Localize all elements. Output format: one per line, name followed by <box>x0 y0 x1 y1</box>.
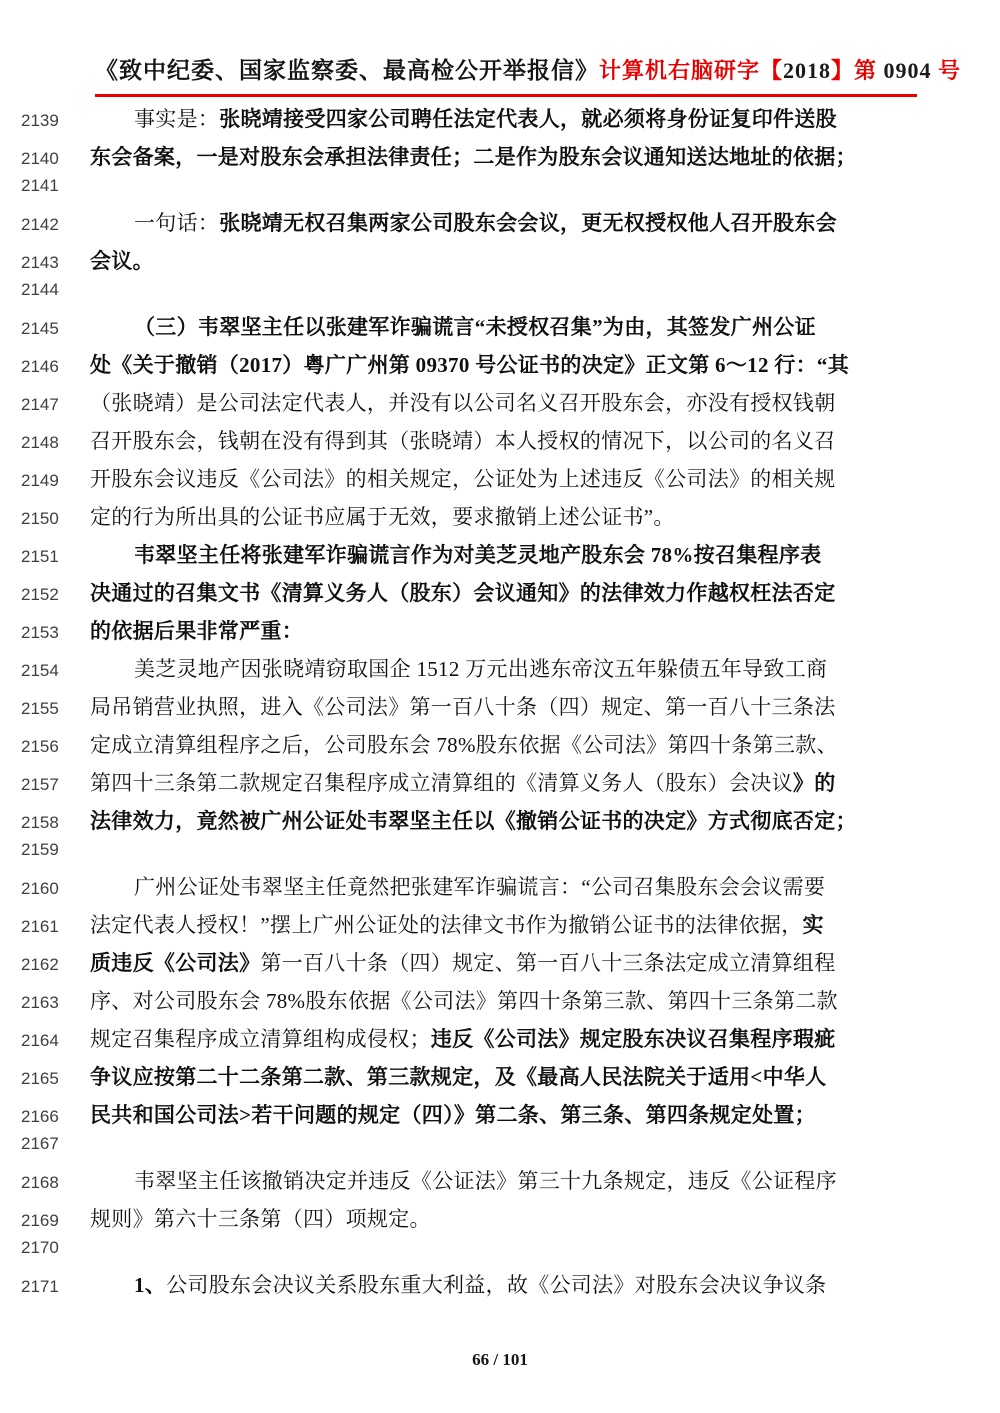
page-indicator: 66 / 101 <box>472 1350 528 1369</box>
document-number-part: 】第 <box>831 58 884 83</box>
line-text <box>90 242 1000 280</box>
line-number: 2152 <box>21 585 59 604</box>
line-row-blank <box>0 840 1000 868</box>
line-text <box>90 650 1000 688</box>
line-text <box>90 204 1000 242</box>
text-segment: 法定代表人授权！”摆上广州公证处的法律文书作为撤销公证书的法律依据， <box>90 913 803 937</box>
text-segment: 违反《公司法》规定股东决议召集程序瑕疵 <box>430 1027 836 1051</box>
line-number: 2143 <box>21 253 59 272</box>
line-row-blank <box>0 176 1000 204</box>
line-number: 2157 <box>21 775 59 794</box>
line-text <box>90 1162 1000 1200</box>
line-text <box>90 346 1000 384</box>
text-segment: 》的 <box>792 771 836 795</box>
line-text <box>90 138 1000 176</box>
text-segment: 事实是： <box>134 107 220 131</box>
line-number: 2159 <box>21 840 59 859</box>
line-row <box>0 574 1000 612</box>
text-segment: 序、对公司股东会 78%股东依据《公司法》第四十条第三款、第四十三条第二款 <box>90 989 838 1013</box>
text-segment: 开股东会议违反《公司法》的相关规定，公证处为上述违反《公司法》的相关规 <box>90 467 836 491</box>
line-number: 2151 <box>21 547 59 566</box>
line-row <box>0 802 1000 840</box>
line-number: 2148 <box>21 433 59 452</box>
line-number: 2167 <box>21 1134 59 1153</box>
line-row <box>0 242 1000 280</box>
line-row <box>0 944 1000 982</box>
document-number-year: 2018 <box>783 58 832 83</box>
line-number: 2160 <box>21 879 59 898</box>
line-text <box>90 764 1000 802</box>
page-footer <box>0 1350 1000 1370</box>
line-row <box>0 650 1000 688</box>
line-number: 2147 <box>21 395 59 414</box>
document-body <box>0 100 1000 1304</box>
line-row <box>0 346 1000 384</box>
line-number: 2140 <box>21 149 59 168</box>
text-segment: 会议。 <box>90 249 154 273</box>
line-number: 2145 <box>21 319 59 338</box>
line-text <box>90 574 1000 612</box>
line-row <box>0 726 1000 764</box>
line-text <box>90 1266 1000 1304</box>
line-row-blank <box>0 1238 1000 1266</box>
text-segment: 决通过的召集文书《清算义务人（股东）会议通知》的法律效力作越权枉法否定 <box>90 581 836 605</box>
text-segment: 规定召集程序成立清算组构成侵权； <box>90 1027 431 1051</box>
text-segment: 争议应按第二十二条第二款、第三款规定，及《最高人民法院关于适用<中华人 <box>90 1065 827 1089</box>
text-segment: 的依据后果非常严重： <box>90 619 303 643</box>
line-text <box>90 906 1000 944</box>
document-number <box>599 54 961 85</box>
line-number: 2141 <box>21 176 59 195</box>
line-text <box>90 1058 1000 1096</box>
text-segment: 实 <box>802 913 824 937</box>
text-segment: 第四十三条第二款规定召集程序成立清算组的《清算义务人（股东）会决议 <box>90 771 793 795</box>
text-segment: 定的行为所出具的公证书应属于无效，要求撤销上述公证书”。 <box>90 505 675 529</box>
line-text <box>90 460 1000 498</box>
text-segment: 法律效力，竟然被广州公证处韦翠坚主任以《撤销公证书的决定》方式彻底否定； <box>90 809 857 833</box>
line-row <box>0 1162 1000 1200</box>
line-number: 2146 <box>21 357 59 376</box>
line-row <box>0 138 1000 176</box>
line-row <box>0 422 1000 460</box>
line-row <box>0 906 1000 944</box>
line-number: 2169 <box>21 1211 59 1230</box>
line-text <box>90 688 1000 726</box>
line-number: 2168 <box>21 1173 59 1192</box>
text-segment: 局吊销营业执照，进入《公司法》第一百八十条（四）规定、第一百八十三条法 <box>90 695 836 719</box>
line-text <box>90 1020 1000 1058</box>
line-number: 2149 <box>21 471 59 490</box>
text-segment: 第一百八十条（四）规定、第一百八十三条法定成立清算组程 <box>260 951 836 975</box>
line-number: 2139 <box>21 111 59 130</box>
line-text <box>90 1200 1000 1238</box>
line-number: 2150 <box>21 509 59 528</box>
line-row <box>0 1096 1000 1134</box>
text-segment: （三）韦翠坚主任以张建军诈骗谎言“未授权召集”为由，其签发广州公证 <box>134 315 816 339</box>
document-title: 《致中纪委、国家监察委、最高检公开举报信》 <box>95 58 599 83</box>
line-number: 2165 <box>21 1069 59 1088</box>
line-row <box>0 536 1000 574</box>
line-number: 2158 <box>21 813 59 832</box>
line-number: 2154 <box>21 661 59 680</box>
line-row <box>0 1266 1000 1304</box>
document-number-part: 号 <box>931 58 962 83</box>
line-number: 2171 <box>21 1277 59 1296</box>
line-text <box>90 422 1000 460</box>
line-row-blank <box>0 280 1000 308</box>
line-row <box>0 204 1000 242</box>
line-number: 2162 <box>21 955 59 974</box>
line-text <box>90 802 1000 840</box>
text-segment: 公司股东会决议关系股东重大利益，故《公司法》对股东会决议争议条 <box>166 1273 827 1297</box>
line-row <box>0 384 1000 422</box>
line-row <box>0 1020 1000 1058</box>
line-text <box>90 384 1000 422</box>
line-row <box>0 982 1000 1020</box>
text-segment: （张晓靖）是公司法定代表人，并没有以公司名义召开股东会，亦没有授权钱朝 <box>90 391 836 415</box>
line-number: 2155 <box>21 699 59 718</box>
line-row <box>0 868 1000 906</box>
line-row-blank <box>0 1134 1000 1162</box>
line-text <box>90 868 1000 906</box>
line-text <box>90 498 1000 536</box>
line-row <box>0 688 1000 726</box>
text-segment: 质违反《公司法》 <box>90 951 261 975</box>
line-text <box>90 612 1000 650</box>
line-text <box>90 982 1000 1020</box>
line-text <box>90 726 1000 764</box>
line-number: 2161 <box>21 917 59 936</box>
page-header <box>95 52 962 97</box>
text-segment: 处《关于撤销（2017）粤广广州第 09370 号公证书的决定》正文第 6～12 行：“其 <box>90 353 849 377</box>
text-segment: 定成立清算组程序之后，公司股东会 78%股东依据《公司法》第四十条第三款、 <box>90 733 838 757</box>
line-number: 2164 <box>21 1031 59 1050</box>
text-segment: 1、 <box>134 1273 167 1297</box>
text-segment: 一句话： <box>134 211 220 235</box>
line-text <box>90 100 1000 138</box>
text-segment: 美芝灵地产因张晓靖窃取国企 1512 万元出逃东帝汶五年躲债五年导致工商 <box>134 657 828 681</box>
line-number: 2166 <box>21 1107 59 1126</box>
text-segment: 广州公证处韦翠坚主任竟然把张建军诈骗谎言：“公司召集股东会会议需要 <box>134 875 826 899</box>
line-row <box>0 308 1000 346</box>
document-number-serial: 0904 <box>883 58 932 83</box>
line-row <box>0 1058 1000 1096</box>
line-text <box>90 1096 1000 1134</box>
line-row <box>0 460 1000 498</box>
line-row <box>0 100 1000 138</box>
text-segment: 规则》第六十三条第（四）项规定。 <box>90 1207 431 1231</box>
line-row <box>0 1200 1000 1238</box>
line-number: 2153 <box>21 623 59 642</box>
text-segment: 东会备案，一是对股东会承担法律责任；二是作为股东会议通知送达地址的依据； <box>90 145 857 169</box>
text-segment: 韦翠坚主任将张建军诈骗谎言作为对美芝灵地产股东会 78%按召集程序表 <box>134 543 822 567</box>
text-segment: 张晓靖无权召集两家公司股东会会议，更无权授权他人召开股东会 <box>219 211 837 235</box>
text-segment: 张晓靖接受四家公司聘任法定代表人，就必须将身份证复印件送股 <box>219 107 837 131</box>
document-number-part: 计算机右脑研字【 <box>599 58 784 83</box>
line-row <box>0 764 1000 802</box>
line-number: 2170 <box>21 1238 59 1257</box>
line-row <box>0 498 1000 536</box>
line-number: 2144 <box>21 280 59 299</box>
line-text <box>90 536 1000 574</box>
line-number: 2142 <box>21 215 59 234</box>
line-number: 2163 <box>21 993 59 1012</box>
text-segment: 韦翠坚主任该撤销决定并违反《公证法》第三十九条规定，违反《公证程序 <box>134 1169 837 1193</box>
line-text <box>90 944 1000 982</box>
line-row <box>0 612 1000 650</box>
line-text <box>90 308 1000 346</box>
text-segment: 召开股东会，钱朝在没有得到其（张晓靖）本人授权的情况下，以公司的名义召 <box>90 429 836 453</box>
line-number: 2156 <box>21 737 59 756</box>
text-segment: 民共和国公司法>若干问题的规定（四）》第二条、第三条、第四条规定处置； <box>90 1103 816 1127</box>
